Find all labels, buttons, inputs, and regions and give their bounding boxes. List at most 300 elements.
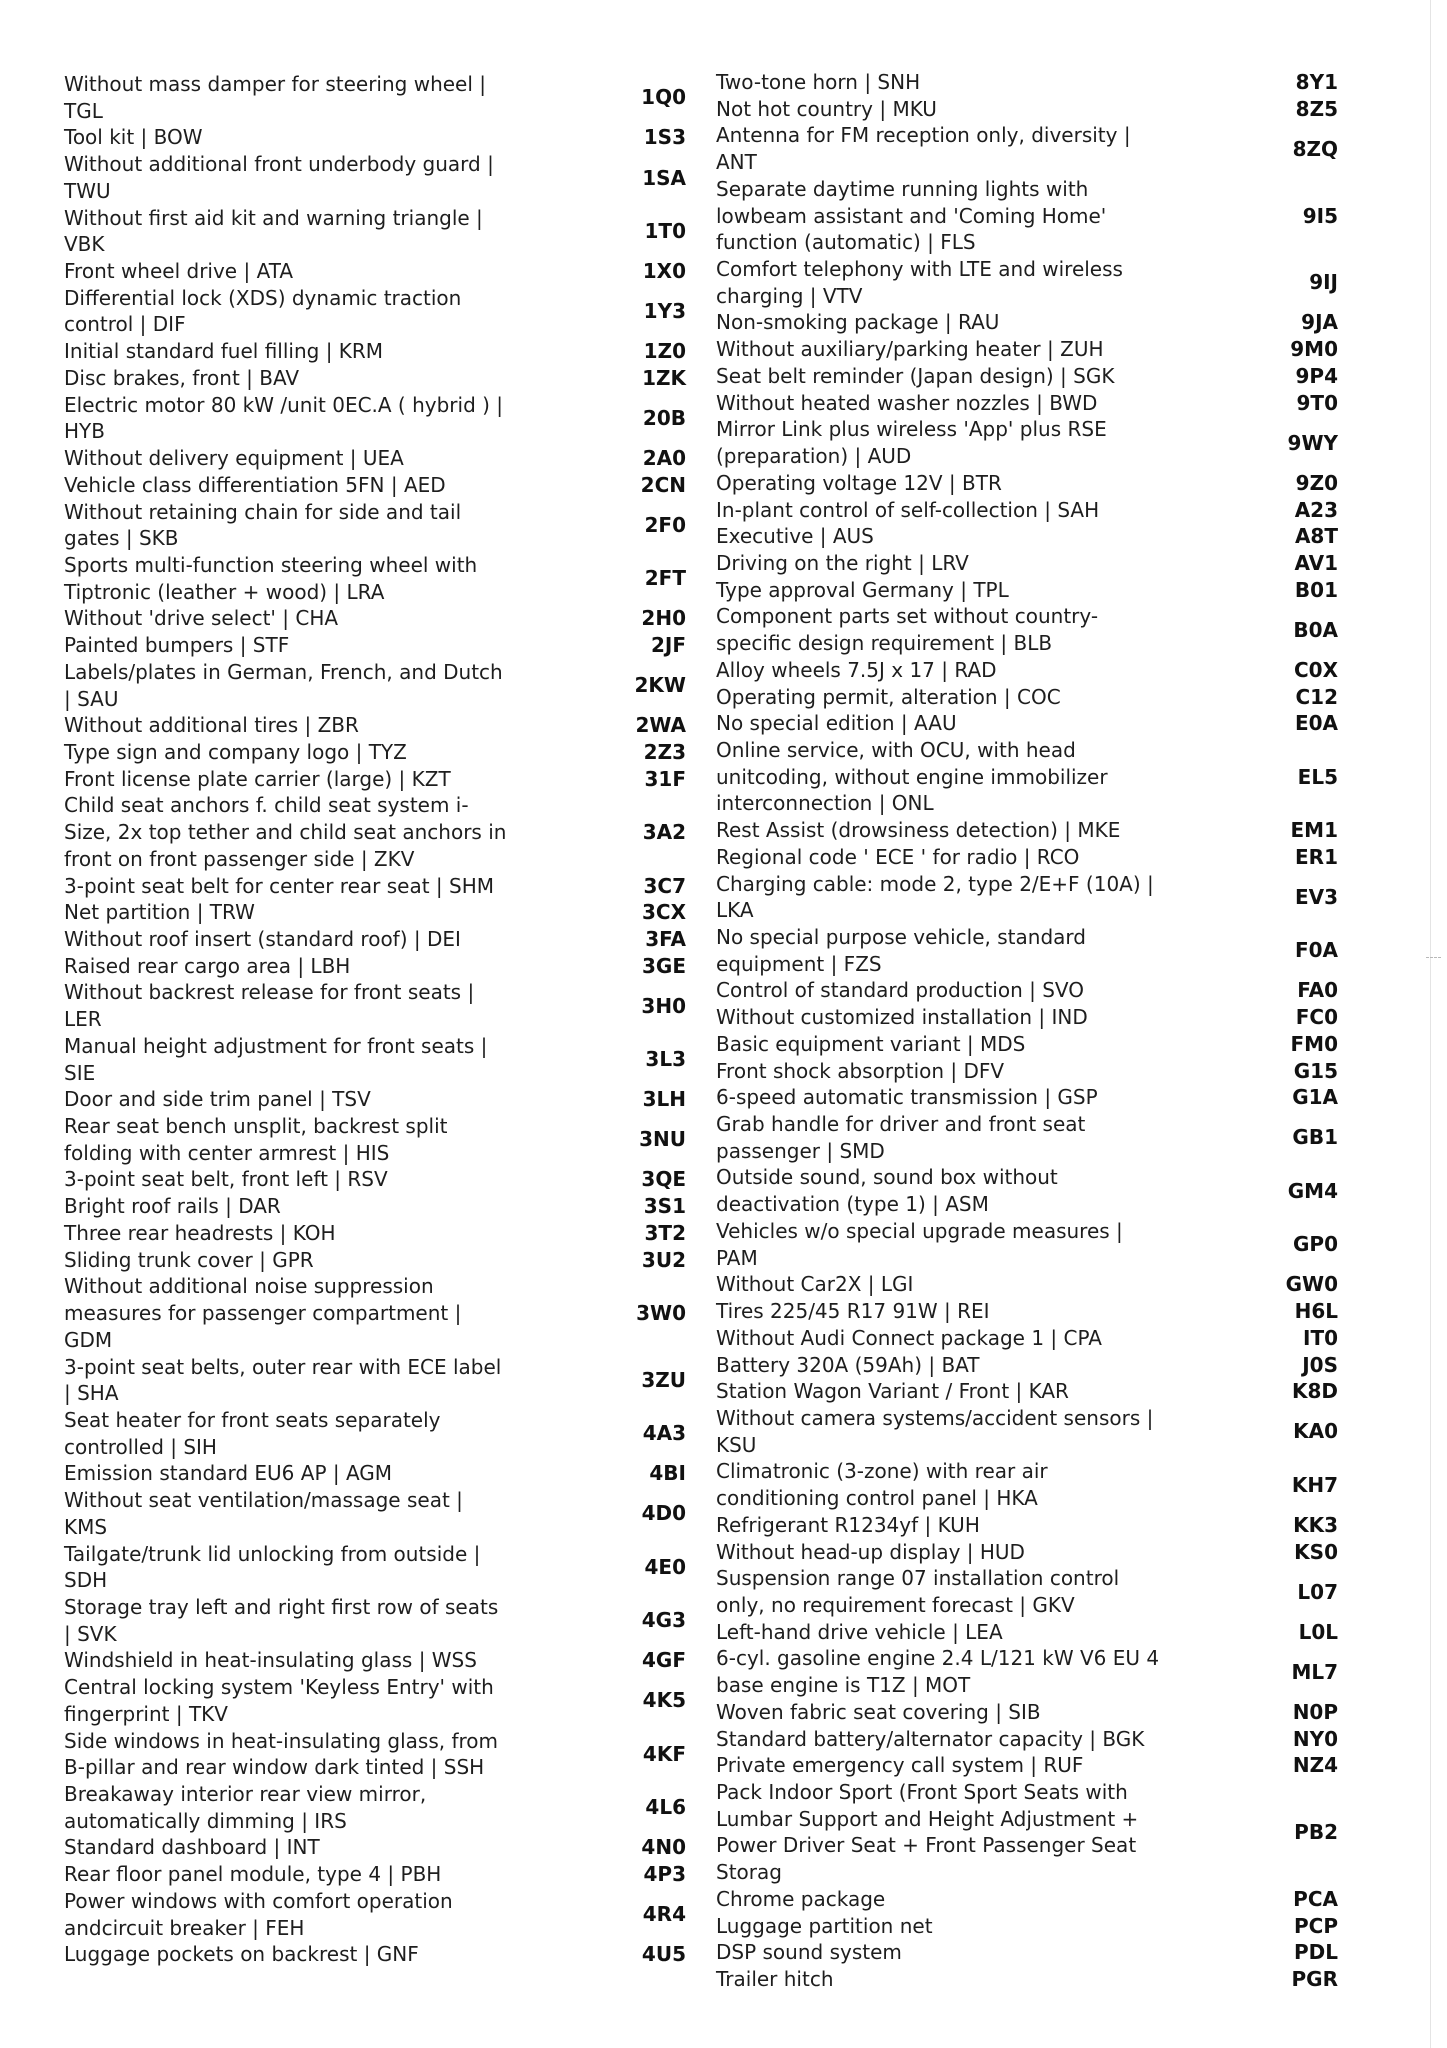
description-line: Power Driver Seat + Front Passenger Seat	[716, 1833, 1137, 1858]
equipment-entry	[716, 390, 1338, 417]
option-code: 3L3	[645, 1047, 686, 1072]
equipment-entry	[716, 1752, 1338, 1779]
option-code: ML7	[1291, 1659, 1338, 1684]
description-line: B-pillar and rear window dark tinted | SSH	[64, 1755, 485, 1780]
equipment-entry	[64, 979, 686, 1032]
description-line: Windshield in heat-insulating glass | WSS	[64, 1648, 477, 1673]
equipment-entry	[64, 365, 686, 392]
description-line: Basic equipment variant | MDS	[716, 1031, 1026, 1056]
description-line: lowbeam assistant and 'Coming Home'	[716, 203, 1107, 228]
equipment-entry	[64, 1033, 686, 1086]
option-code: 3CX	[641, 900, 686, 925]
description-line: | SVK	[64, 1621, 117, 1646]
option-code: 3T2	[644, 1220, 686, 1245]
description-line: Without delivery equipment | UEA	[64, 446, 404, 471]
description-line: Initial standard fuel filling | KRM	[64, 339, 384, 364]
description-line: Mirror Link plus wireless 'App' plus RSE	[716, 417, 1107, 442]
entry-description	[64, 1594, 616, 1647]
description-line: control | DIF	[64, 312, 186, 337]
equipment-entry	[716, 1726, 1338, 1753]
equipment-entry	[64, 1166, 686, 1193]
option-code: 1Z0	[643, 339, 686, 364]
description-line: Without additional noise suppression	[64, 1274, 434, 1299]
option-code: 2CN	[640, 472, 686, 497]
description-line: passenger | SMD	[716, 1138, 885, 1163]
option-code: A23	[1294, 497, 1338, 522]
equipment-entry	[716, 1058, 1338, 1085]
description-line: Manual height adjustment for front seats |	[64, 1033, 488, 1058]
description-line: Without first aid kit and warning triangle |	[64, 205, 483, 230]
entry-description	[716, 1619, 1268, 1646]
equipment-entry	[716, 844, 1338, 871]
equipment-entry	[716, 1645, 1338, 1698]
option-code: 1ZK	[642, 365, 686, 390]
option-code: 3QE	[641, 1167, 686, 1192]
entry-description	[716, 1539, 1268, 1566]
description-line: Without additional tires | ZBR	[64, 713, 359, 738]
description-line: Without Audi Connect package 1 | CPA	[716, 1325, 1102, 1350]
option-code: 4K5	[642, 1688, 686, 1713]
entry-description	[64, 1834, 616, 1861]
description-line: Alloy wheels 7.5J x 17 | RAD	[716, 657, 997, 682]
description-line: base engine is T1Z | MOT	[716, 1673, 971, 1698]
option-code: PCP	[1294, 1913, 1338, 1938]
description-line: Without camera systems/accident sensors |	[716, 1405, 1154, 1430]
description-line: Front license plate carrier (large) | KZT	[64, 766, 451, 791]
equipment-entry	[716, 497, 1338, 524]
equipment-entry	[64, 899, 686, 926]
option-code: KK3	[1293, 1512, 1338, 1537]
equipment-entry	[716, 1298, 1338, 1325]
equipment-entry	[64, 712, 686, 739]
option-code: K8D	[1291, 1379, 1338, 1404]
description-line: Woven fabric seat covering | SIB	[716, 1699, 1041, 1724]
entry-description	[716, 470, 1268, 497]
entry-description	[716, 497, 1268, 524]
entry-description	[716, 1565, 1268, 1618]
entry-description	[716, 1378, 1268, 1405]
equipment-entry	[64, 285, 686, 338]
entry-description	[716, 871, 1268, 924]
entry-description	[64, 285, 616, 338]
description-line: PAM	[716, 1245, 758, 1270]
description-line: Lumbar Support and Height Adjustment +	[716, 1806, 1139, 1831]
entry-description	[716, 336, 1268, 363]
equipment-entry	[64, 659, 686, 712]
equipment-entry	[716, 1084, 1338, 1111]
equipment-entry	[64, 205, 686, 258]
description-line: Breakaway interior rear view mirror,	[64, 1782, 427, 1806]
option-code: 4BI	[649, 1461, 686, 1486]
option-code: H6L	[1294, 1299, 1338, 1324]
option-code: 3C7	[643, 873, 686, 898]
equipment-entry	[64, 1541, 686, 1594]
description-line: 3-point seat belt for center rear seat | SHM	[64, 873, 494, 898]
equipment-entry	[716, 309, 1338, 336]
entry-description	[64, 151, 616, 204]
description-line: Tailgate/trunk lid unlocking from outside |	[64, 1541, 481, 1566]
description-line: Antenna for FM reception only, diversity |	[716, 123, 1131, 148]
description-line: deactivation (type 1) | ASM	[716, 1192, 989, 1217]
entry-description	[716, 684, 1268, 711]
option-code: 4L6	[645, 1795, 686, 1820]
description-line: Door and side trim panel | TSV	[64, 1087, 371, 1112]
description-line: Differential lock (XDS) dynamic traction	[64, 285, 462, 310]
equipment-entry	[716, 1031, 1338, 1058]
description-line: Outside sound, sound box without	[716, 1165, 1058, 1190]
description-line: Luggage partition net	[716, 1913, 933, 1938]
equipment-entry	[716, 1458, 1338, 1511]
option-code: 9M0	[1290, 337, 1338, 362]
entry-description	[716, 1726, 1268, 1753]
description-line: | SHA	[64, 1381, 119, 1406]
equipment-entry	[64, 792, 686, 872]
description-line: TWU	[64, 178, 111, 203]
entry-description	[716, 1405, 1268, 1458]
entry-description	[716, 1352, 1268, 1379]
entry-description	[64, 124, 616, 151]
description-line: Sliding trunk cover | GPR	[64, 1247, 314, 1272]
description-line: front on front passenger side | ZKV	[64, 846, 415, 871]
description-line: Electric motor 80 kW /unit 0EC.A ( hybrid ) |	[64, 392, 504, 417]
entry-description	[716, 1111, 1268, 1164]
equipment-entry	[716, 1405, 1338, 1458]
equipment-entry	[716, 69, 1338, 96]
description-line: Seat heater for front seats separately	[64, 1407, 441, 1432]
description-line: Without roof insert (standard roof) | DEI	[64, 927, 461, 951]
equipment-entry	[716, 176, 1338, 256]
option-code: PDL	[1293, 1940, 1338, 1965]
equipment-entry	[716, 1699, 1338, 1726]
entry-description	[716, 657, 1268, 684]
option-code: EM1	[1290, 818, 1338, 843]
description-line: Central locking system 'Keyless Entry' with	[64, 1675, 494, 1700]
entry-description	[64, 472, 616, 499]
description-line: Type approval Germany | TPL	[716, 577, 1009, 602]
option-code: 9T0	[1296, 390, 1338, 415]
option-code: 3U2	[641, 1247, 686, 1272]
entry-description	[64, 1193, 616, 1220]
description-line: Without backrest release for front seats |	[64, 980, 475, 1005]
option-code: IT0	[1303, 1325, 1338, 1350]
scan-edge-line	[1430, 0, 1431, 2048]
equipment-entry	[64, 71, 686, 124]
description-line: Without mass damper for steering wheel |	[64, 72, 487, 96]
equipment-entry	[716, 817, 1338, 844]
entry-description	[64, 1647, 616, 1674]
entry-description	[64, 1728, 616, 1781]
description-line: Standard dashboard | INT	[64, 1835, 320, 1860]
description-line: Grab handle for driver and front seat	[716, 1112, 1086, 1137]
option-code: B01	[1294, 577, 1338, 602]
entry-description	[64, 605, 616, 632]
option-code: G15	[1293, 1058, 1338, 1083]
entry-description	[64, 953, 616, 980]
option-code: G1A	[1292, 1085, 1338, 1110]
option-code: EV3	[1294, 884, 1338, 909]
option-code: 2KW	[634, 673, 686, 698]
equipment-entry	[64, 1728, 686, 1781]
option-code: A8T	[1294, 524, 1338, 549]
option-code: 4R4	[642, 1902, 686, 1927]
description-line: interconnection | ONL	[716, 791, 934, 816]
equipment-entry	[64, 1674, 686, 1727]
description-line: TGL	[64, 98, 103, 123]
description-line: 3-point seat belt, front left | RSV	[64, 1167, 388, 1192]
description-line: Painted bumpers | STF	[64, 633, 290, 658]
entry-description	[716, 844, 1268, 871]
option-code: 1SA	[642, 165, 686, 190]
description-line: Vehicle class differentiation 5FN | AED	[64, 472, 446, 497]
description-line: Without retaining chain for side and tail	[64, 499, 462, 524]
description-line: Charging cable: mode 2, type 2/E+F (10A) |	[716, 871, 1154, 896]
option-code: 1Q0	[641, 85, 686, 110]
description-line: Power windows with comfort operation	[64, 1888, 453, 1913]
entry-description	[716, 1779, 1268, 1886]
entry-description	[716, 416, 1268, 469]
equipment-entry	[716, 523, 1338, 550]
entry-description	[716, 1458, 1268, 1511]
option-code: AV1	[1294, 550, 1338, 575]
description-line: | SAU	[64, 686, 119, 711]
entry-description	[64, 899, 616, 926]
description-line: 6-speed automatic transmission | GSP	[716, 1085, 1098, 1110]
equipment-entry	[64, 1594, 686, 1647]
entry-description	[64, 1086, 616, 1113]
equipment-entry	[64, 1193, 686, 1220]
option-code: GW0	[1285, 1272, 1338, 1297]
entry-description	[64, 1273, 616, 1353]
description-line: Refrigerant R1234yf | KUH	[716, 1512, 980, 1537]
entry-description	[64, 1460, 616, 1487]
entry-description	[716, 1058, 1268, 1085]
description-line: Bright roof rails | DAR	[64, 1194, 281, 1219]
entry-description	[64, 338, 616, 365]
option-code: 3GE	[642, 953, 686, 978]
description-line: Station Wagon Variant / Front | KAR	[716, 1379, 1069, 1404]
entry-description	[64, 258, 616, 285]
equipment-entry	[716, 96, 1338, 123]
entry-description	[64, 1166, 616, 1193]
description-line: Regional code ' ECE ' for radio | RCO	[716, 844, 1080, 869]
equipment-entry	[64, 1407, 686, 1460]
option-code: PGR	[1291, 1967, 1338, 1992]
description-line: Front shock absorption | DFV	[716, 1058, 1005, 1083]
entry-description	[64, 445, 616, 472]
option-code: 3H0	[641, 993, 686, 1018]
equipment-entry	[64, 1354, 686, 1407]
description-line: No special purpose vehicle, standard	[716, 925, 1086, 949]
entry-description	[64, 926, 616, 953]
equipment-entry	[64, 124, 686, 151]
entry-description	[64, 205, 616, 258]
option-code: J0S	[1302, 1352, 1338, 1377]
entry-description	[716, 603, 1268, 656]
equipment-entry	[716, 1565, 1338, 1618]
equipment-entry	[716, 710, 1338, 737]
description-line: Operating permit, alteration | COC	[716, 684, 1061, 709]
description-line: Rear floor panel module, type 4 | PBH	[64, 1862, 442, 1887]
description-line: Without auxiliary/parking heater | ZUH	[716, 337, 1104, 362]
entry-description	[64, 1407, 616, 1460]
equipment-entry	[716, 470, 1338, 497]
equipment-entry	[64, 873, 686, 900]
description-line: automatically dimming | IRS	[64, 1808, 347, 1833]
option-code: ER1	[1295, 844, 1338, 869]
option-code: 2JF	[650, 633, 686, 658]
equipment-entry	[64, 739, 686, 766]
entry-description	[64, 792, 616, 872]
equipment-entry	[64, 1834, 686, 1861]
option-code: 4KF	[642, 1741, 686, 1766]
description-line: No special edition | AAU	[716, 711, 957, 736]
description-line: Private emergency call system | RUF	[716, 1753, 1084, 1778]
option-code: FC0	[1295, 1005, 1338, 1030]
equipment-entry	[716, 577, 1338, 604]
description-line: Sports multi-function steering wheel with	[64, 552, 478, 577]
description-line: 6-cyl. gasoline engine 2.4 L/121 kW V6 EU 4	[716, 1646, 1160, 1671]
equipment-entry	[64, 258, 686, 285]
description-line: Net partition | TRW	[64, 900, 255, 925]
option-code: 4A3	[642, 1421, 686, 1446]
equipment-entry	[716, 1352, 1338, 1379]
option-code: KH7	[1291, 1472, 1338, 1497]
option-code: NY0	[1292, 1726, 1338, 1751]
equipment-entry	[64, 1781, 686, 1834]
entry-description	[716, 256, 1268, 309]
description-line: Separate daytime running lights with	[716, 176, 1089, 201]
equipment-entry	[64, 1273, 686, 1353]
equipment-entry	[716, 1378, 1338, 1405]
description-line: folding with center armrest | HIS	[64, 1140, 390, 1165]
description-line: Control of standard production | SVO	[716, 978, 1084, 1003]
equipment-entry	[716, 363, 1338, 390]
description-line: conditioning control panel | HKA	[716, 1486, 1038, 1511]
entry-description	[64, 873, 616, 900]
description-line: specific design requirement | BLB	[716, 631, 1053, 656]
equipment-entry	[716, 416, 1338, 469]
option-code: 8Z5	[1295, 96, 1338, 121]
option-code: 4D0	[641, 1501, 686, 1526]
entry-description	[716, 550, 1268, 577]
description-line: function (automatic) | FLS	[716, 230, 976, 255]
option-code: FM0	[1290, 1031, 1338, 1056]
equipment-entry	[64, 552, 686, 605]
option-code: 1X0	[642, 259, 686, 284]
description-line: Type sign and company logo | TYZ	[64, 739, 407, 764]
option-code: 2F0	[644, 512, 686, 537]
equipment-entry	[716, 1004, 1338, 1031]
option-code: 2FT	[644, 566, 686, 591]
option-code: C12	[1295, 684, 1338, 709]
description-line: Without heated washer nozzles | BWD	[716, 390, 1098, 415]
entry-description	[716, 1886, 1268, 1913]
description-line: Non-smoking package | RAU	[716, 310, 1000, 335]
option-code: 9P4	[1295, 363, 1338, 388]
equipment-entry	[64, 151, 686, 204]
entry-description	[64, 1781, 616, 1834]
entry-description	[64, 1220, 616, 1247]
description-line: Vehicles w/o special upgrade measures |	[716, 1218, 1123, 1243]
description-line: Tires 225/45 R17 91W | REI	[716, 1299, 990, 1324]
equipment-entry	[716, 122, 1338, 175]
description-line: measures for passenger compartment |	[64, 1301, 462, 1326]
description-line: Child seat anchors f. child seat system i-	[64, 793, 469, 818]
option-code: 4E0	[644, 1554, 686, 1579]
equipment-entry	[716, 1913, 1338, 1940]
equipment-entry	[64, 338, 686, 365]
equipment-entry	[64, 499, 686, 552]
entry-description	[64, 632, 616, 659]
option-code: 2Z3	[643, 739, 686, 764]
description-line: Left-hand drive vehicle | LEA	[716, 1619, 1003, 1644]
option-code: 3A2	[642, 820, 686, 845]
description-line: Chrome package	[716, 1886, 886, 1911]
description-line: Executive | AUS	[716, 524, 874, 549]
description-line: Not hot country | MKU	[716, 96, 937, 121]
entry-description	[716, 817, 1268, 844]
equipment-entry	[64, 392, 686, 445]
description-line: 3-point seat belts, outer rear with ECE label	[64, 1354, 502, 1379]
equipment-entry	[716, 1164, 1338, 1217]
equipment-entry	[64, 472, 686, 499]
description-line: Battery 320A (59Ah) | BAT	[716, 1352, 980, 1377]
equipment-entry	[64, 1487, 686, 1540]
description-line: Front wheel drive | ATA	[64, 259, 294, 284]
description-line: Three rear headrests | KOH	[64, 1220, 336, 1245]
description-line: Tool kit | BOW	[64, 125, 203, 150]
equipment-entry	[716, 1111, 1338, 1164]
entry-description	[716, 363, 1268, 390]
entry-description	[64, 392, 616, 445]
description-line: Climatronic (3-zone) with rear air	[716, 1459, 1048, 1484]
description-line: Without seat ventilation/massage seat |	[64, 1488, 463, 1513]
description-line: Suspension range 07 installation control	[716, 1566, 1120, 1591]
equipment-entry	[64, 1647, 686, 1674]
entry-description	[716, 1164, 1268, 1217]
entry-description	[64, 1888, 616, 1941]
entry-description	[716, 523, 1268, 550]
entry-description	[716, 1004, 1268, 1031]
description-line: Rest Assist (drowsiness detection) | MKE	[716, 818, 1121, 843]
description-line: Trailer hitch	[716, 1967, 834, 1992]
description-line: Disc brakes, front | BAV	[64, 365, 300, 390]
equipment-entry	[64, 1941, 686, 1968]
equipment-entry	[64, 926, 686, 953]
description-line: LKA	[716, 898, 754, 923]
description-line: Size, 2x top tether and child seat anchors in	[64, 820, 507, 845]
description-line: Tiptronic (leather + wood) | LRA	[64, 579, 385, 604]
entry-description	[716, 577, 1268, 604]
equipment-entry	[64, 605, 686, 632]
option-code: 3FA	[645, 927, 686, 951]
equipment-entry	[716, 1939, 1338, 1966]
equipment-entry	[716, 924, 1338, 977]
description-line: (preparation) | AUD	[716, 444, 912, 469]
description-line: Emission standard EU6 AP | AGM	[64, 1461, 393, 1486]
description-line: unitcoding, without engine immobilizer	[716, 764, 1108, 789]
entry-description	[716, 390, 1268, 417]
description-line: controlled | SIH	[64, 1434, 217, 1459]
option-code: KS0	[1294, 1539, 1338, 1564]
equipment-entry	[64, 1247, 686, 1274]
entry-description	[716, 737, 1268, 817]
equipment-entry	[716, 871, 1338, 924]
equipment-entry	[716, 657, 1338, 684]
option-code: KA0	[1293, 1419, 1338, 1444]
description-line: fingerprint | TKV	[64, 1701, 228, 1726]
description-line: charging | VTV	[716, 283, 863, 308]
